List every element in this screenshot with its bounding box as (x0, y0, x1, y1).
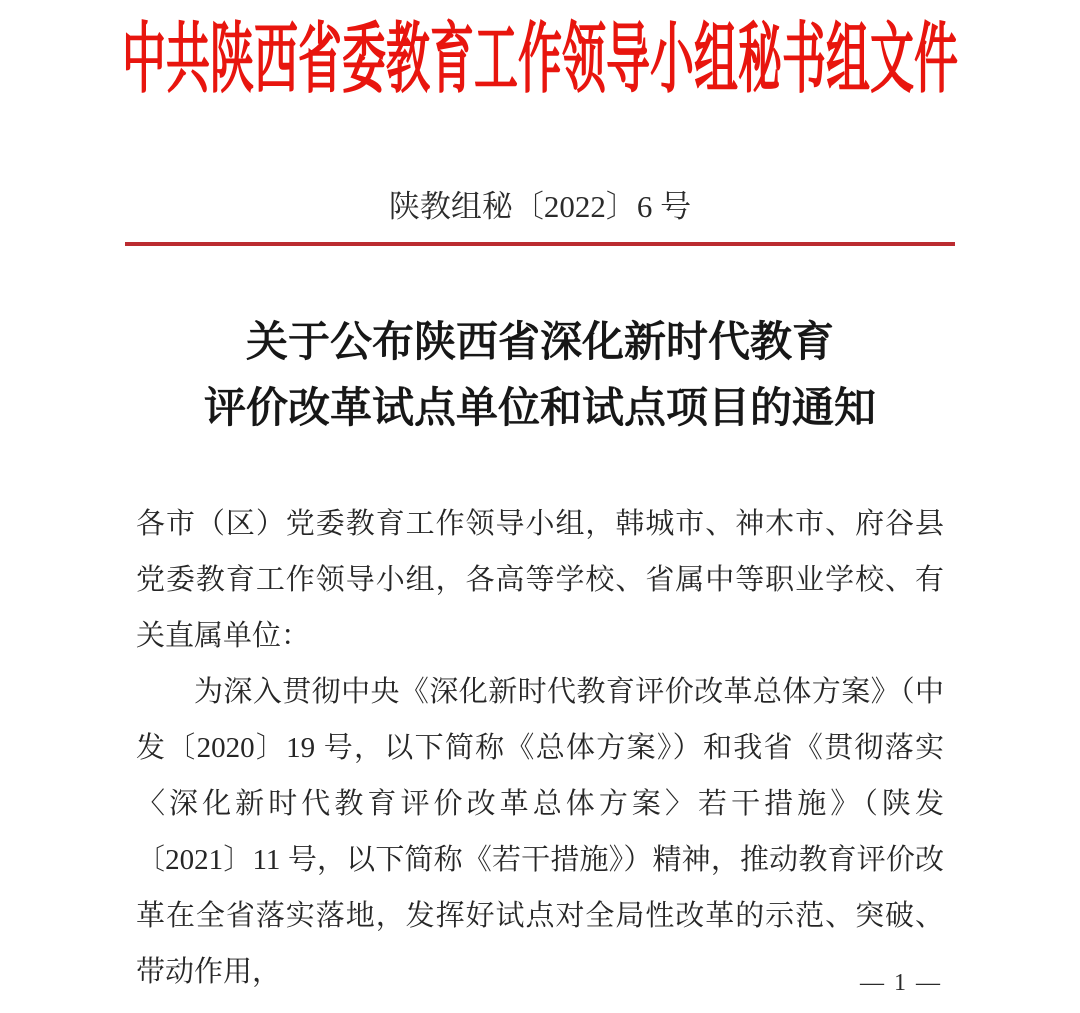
document-title (0, 310, 1080, 442)
header-title: 中共陕西省委教育工作领导小组秘书组文件 (122, 17, 958, 103)
document-header-banner (0, 0, 1080, 104)
red-divider (125, 242, 955, 246)
document-body (136, 496, 944, 1000)
document-number: 陕教组秘〔2022〕6 号 (388, 189, 692, 224)
document-title-line2: 评价改革试点单位和试点项目的通知 (203, 386, 876, 432)
page-number: — 1 — (860, 970, 942, 996)
recipients-paragraph: 各市（区）党委教育工作领导小组，韩城市、神木市、府谷县党委教育工作领导小组，各高等学校、省属中等职业学校、有关直属单位： (136, 508, 944, 652)
body-paragraph-1: 为深入贯彻中央《深化新时代教育评价改革总体方案》（中发〔2020〕19 号，以下简称《总体方案》）和我省《贯彻落实〈深化新时代教育评价改革总体方案〉若干措施》（陕发〔2021〕11 号，以下简称《若干措施》）精神，推动教育评价改革在全省落实落地，发挥好试点对全局性改革的示范、突破、带动作用， (136, 676, 944, 988)
document-title-line1: 关于公布陕西省深化新时代教育 (245, 320, 834, 366)
